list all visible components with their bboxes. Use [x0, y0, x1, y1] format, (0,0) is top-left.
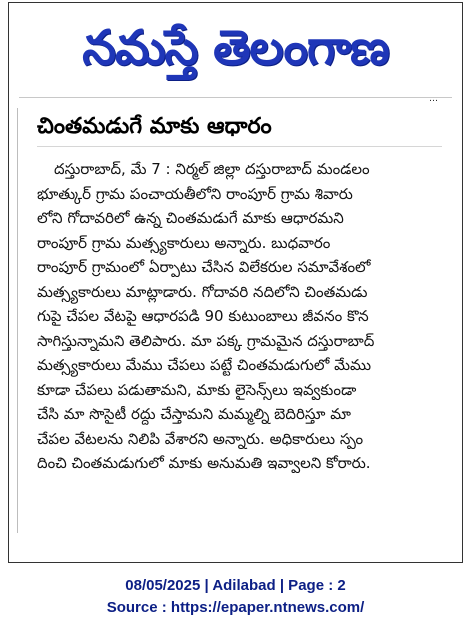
article-line: మత్స్యకారులు మేము చేపలు పట్టే చింతమడుగులో మేము [37, 356, 372, 374]
article-line: భూత్కుర్ గ్రామ పంచాయతీలోని రాంపూర్ గ్రామ శివారు [37, 184, 353, 203]
article-line: మత్స్యకారులు మాట్లాడారు. గోదావరి నదిలోని చింతమడు [37, 282, 368, 301]
column-divider [17, 108, 18, 533]
masthead-divider [19, 97, 452, 98]
article-line: దించి చింతమడుగులో మాకు అనుమతి ఇవ్వాలని కోరారు. [37, 454, 371, 472]
article-line: చేసి మా సొసైటీ రద్దు చేస్తామని మమ్మల్ని బెదిరిస్తూ మా [37, 405, 351, 423]
newspaper-logo: నమస్తే తెలంగాణ [82, 20, 389, 76]
article-line: సాగిస్తున్నామని తెలిపారు. మా పక్క గ్రామమైన దస్తురాబాద్ [37, 331, 375, 350]
publication-info: 08/05/2025 | Adilabad | Page : 2 [125, 577, 346, 594]
article-line: కూడా చేపలు పడుతామని, మాకు లైసెన్స్‌లు ఇవ్వకుండా [37, 380, 357, 399]
headline-divider [37, 146, 442, 147]
article-line: దస్తురాబాద్, మే 7 : నిర్మల్ జిల్లా దస్తురాబాద్ మండలం [54, 160, 370, 178]
masthead [9, 3, 462, 93]
article-line: గుపై చేపల వేటపై ఆధారపడి 90 కుటుంబాలు జీవనం కొన [37, 307, 369, 325]
clipped-text-fragment: … [429, 94, 438, 104]
article-line: రాంపూర్ గ్రామంలో ఏర్పాటు చేసిన విలేకరుల సమావేశంలో [37, 258, 371, 276]
newspaper-clipping [8, 2, 463, 563]
source-link[interactable]: Source : https://epaper.ntnews.com/ [106, 599, 365, 616]
article-line: రాంపూర్ గ్రామ మత్స్యకారులు అన్నారు. బుధవారం [37, 233, 331, 252]
clipping-footer [0, 575, 471, 619]
article-headline: చింతమడుగే మాకు ఆధారం [37, 114, 272, 139]
article-line: చేపల వేటలను నిలిపి వేశారని అన్నారు. అధికారులు స్పం [37, 429, 364, 448]
article-line: లోని గోదావరిలో ఉన్న చింతమడుగే మాకు ఆధారమని [37, 209, 344, 227]
article-body [37, 157, 455, 476]
